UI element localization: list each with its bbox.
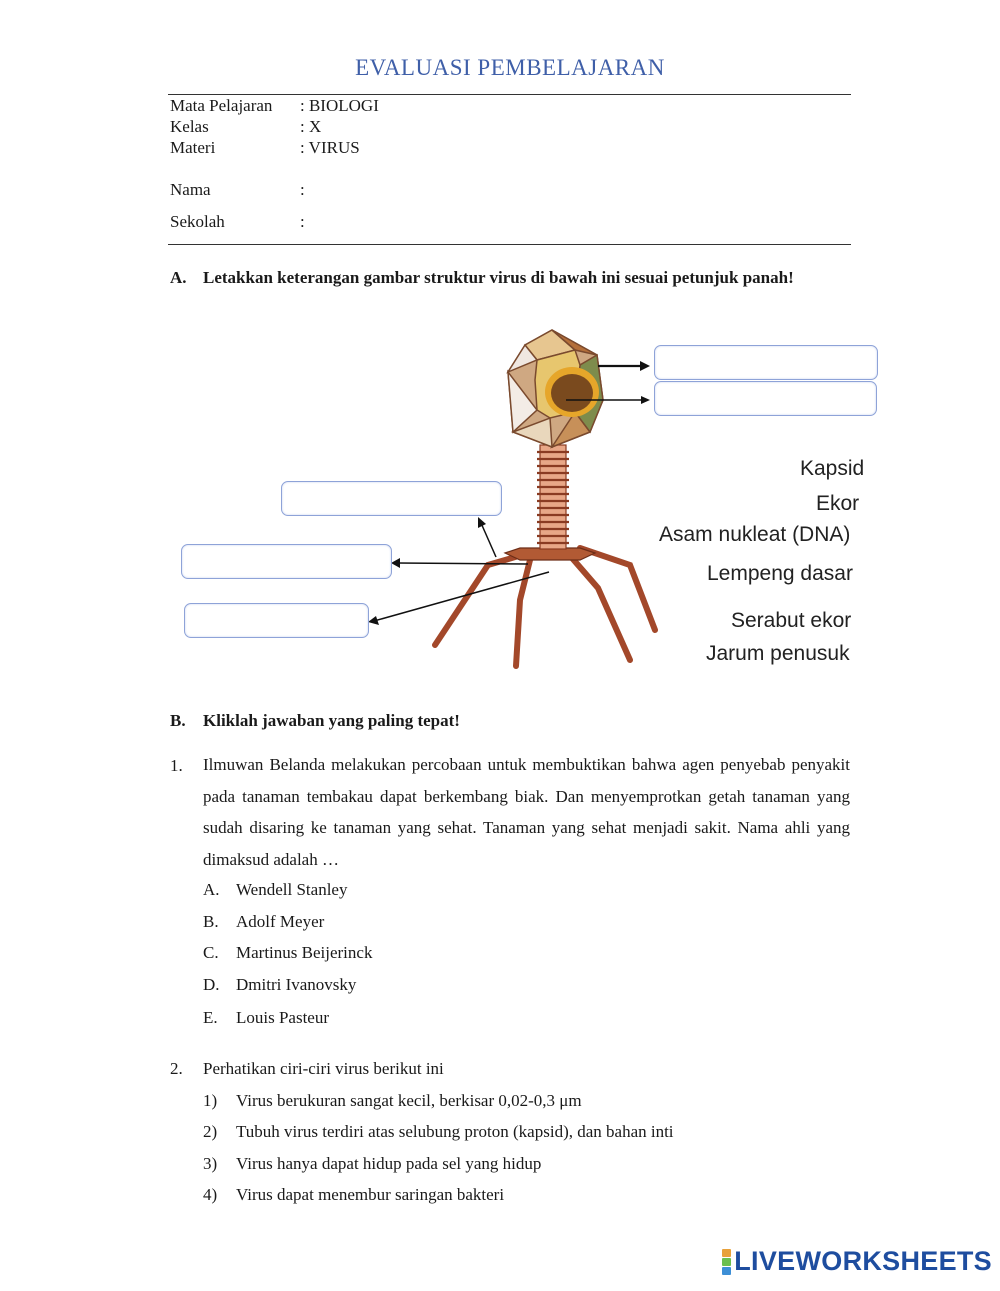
question-2-text: Perhatikan ciri-ciri virus berikut ini xyxy=(203,1059,444,1078)
question-1-number: 1. xyxy=(170,756,183,775)
info-label-school: Sekolah xyxy=(170,212,225,231)
question-1-text: Ilmuwan Belanda melakukan percobaan untuk membuktikan bahwa agen penyebab penyakit pada tanaman tembakau dapat berkembang biak. Dan menyemprotkan getah tanaman yang sudah disaring ke tanaman yang sehat. Tanaman yang sehat menjadi sakit. Nama ahli yang dimaksud adalah … xyxy=(203,755,850,869)
logo-blocks-icon xyxy=(722,1248,731,1275)
option-letter: D. xyxy=(203,975,220,994)
label-ekor[interactable]: Ekor xyxy=(816,492,860,515)
liveworksheets-logo xyxy=(722,1246,992,1277)
info-label-material: Materi xyxy=(170,138,216,157)
section-a-instruction: Letakkan keterangan gambar struktur virus di bawah ini sesuai petunjuk panah! xyxy=(203,268,794,287)
info-label-subject: Mata Pelajaran xyxy=(170,96,273,115)
info-colon-school: : xyxy=(300,212,305,231)
q2-item-number: 4) xyxy=(203,1185,218,1204)
label-lempeng-dasar[interactable]: Lempeng dasar xyxy=(707,562,853,585)
option-letter: A. xyxy=(203,880,220,899)
q2-item-text: Virus hanya dapat hidup pada sel yang hidup xyxy=(236,1154,542,1173)
info-value-subject: : BIOLOGI xyxy=(300,96,379,115)
option-letter: E. xyxy=(203,1008,218,1027)
label-asam-nukleat[interactable]: Asam nukleat (DNA) xyxy=(659,523,851,546)
label-kapsid[interactable]: Kapsid xyxy=(800,457,865,480)
q2-item-number: 3) xyxy=(203,1154,218,1173)
option-letter: C. xyxy=(203,943,219,962)
option-text: Dmitri Ivanovsky xyxy=(236,975,357,994)
option-text: Louis Pasteur xyxy=(236,1008,330,1027)
q2-item-text: Virus berukuran sangat kecil, berkisar 0,02-0,3 μm xyxy=(236,1091,582,1110)
info-value-material: : VIRUS xyxy=(300,138,360,157)
option-text: Martinus Beijerinck xyxy=(236,943,373,962)
q2-item-text: Tubuh virus terdiri atas selubung proton (kapsid), dan bahan inti xyxy=(236,1122,674,1141)
option-text: Adolf Meyer xyxy=(236,912,325,931)
option-letter: B. xyxy=(203,912,219,931)
info-value-class: : X xyxy=(300,117,322,136)
option-text: Wendell Stanley xyxy=(236,880,348,899)
section-b-letter: B. xyxy=(170,711,186,730)
q2-item-number: 2) xyxy=(203,1122,218,1141)
label-serabut-ekor[interactable]: Serabut ekor xyxy=(731,609,852,632)
page-title: EVALUASI PEMBELAJARAN xyxy=(355,55,665,80)
logo-text: LIVEWORKSHEETS xyxy=(734,1246,992,1276)
section-a-letter: A. xyxy=(170,268,187,287)
info-colon-name: : xyxy=(300,180,305,199)
question-2-number: 2. xyxy=(170,1059,183,1078)
q2-item-text: Virus dapat menembur saringan bakteri xyxy=(236,1185,505,1204)
q2-item-number: 1) xyxy=(203,1091,218,1110)
info-label-class: Kelas xyxy=(170,117,209,136)
info-label-name: Nama xyxy=(170,180,211,199)
section-b-instruction: Kliklah jawaban yang paling tepat! xyxy=(203,711,460,730)
label-jarum-penusuk[interactable]: Jarum penusuk xyxy=(706,642,850,665)
